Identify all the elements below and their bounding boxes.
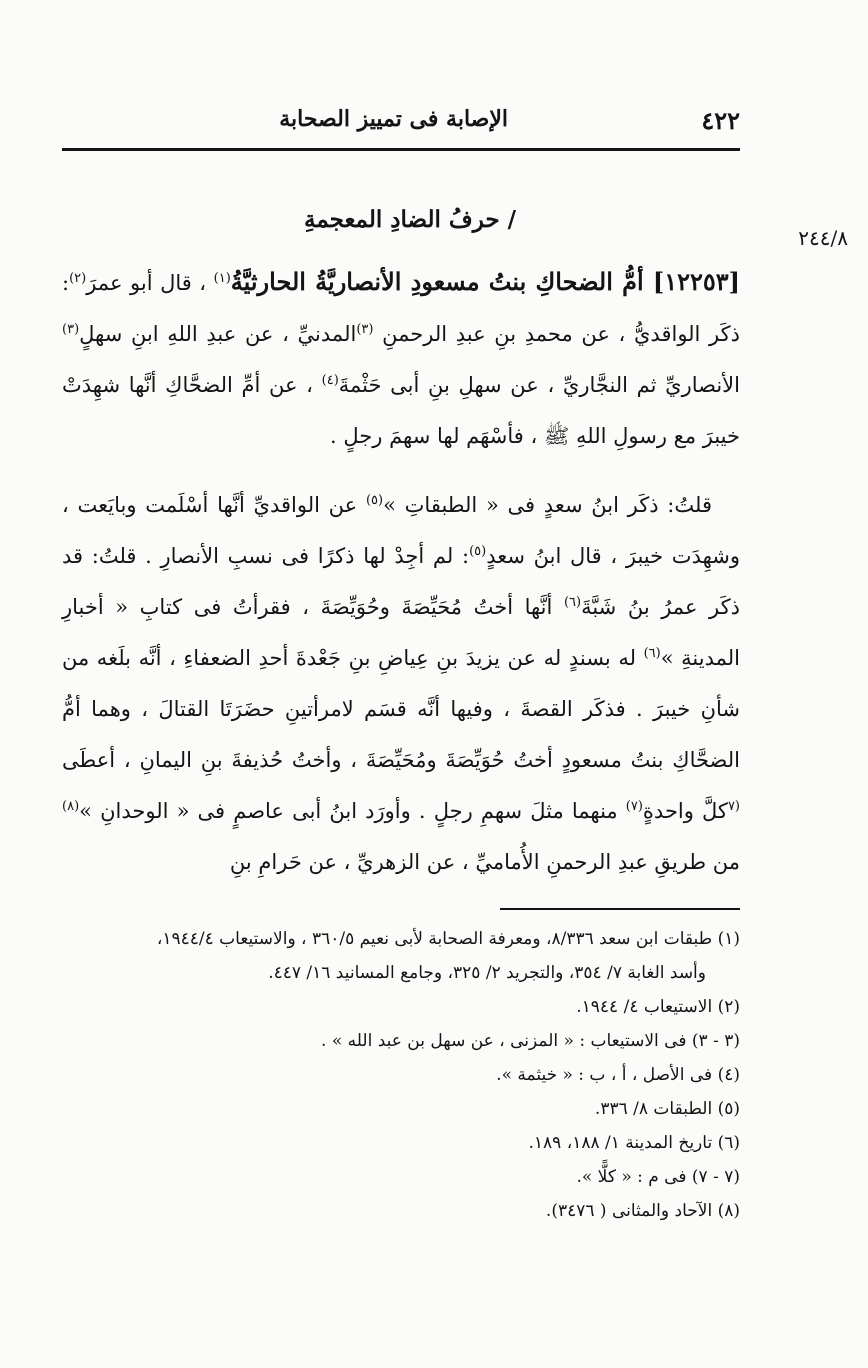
note-mark: (٥) [469,544,487,559]
section-heading: / حرفُ الضادِ المعجمةِ [303,206,517,233]
text-run: كلَّ واحدةٍ [642,799,728,823]
margin-reference: ٢٤٤/٨ [798,226,848,250]
note-mark: (٦) [643,646,661,661]
text-run: ، عن أمِّ الضحَّاكِ أنَّها شهِدَتْ خيبرَ مع رسولِ اللهِ ﷺ ، فأسْهَم لها سهمَ رجلٍ . [62,373,740,448]
footnote-3: (٣ - ٣) فى الاستيعاب : « المزنى ، عن سهل بن عبد الله » . [321,1031,740,1051]
footnote-1: (١) طبقات ابن سعد ٨/٣٣٦، ومعرفة الصحابة لأبى نعيم ٣٦٠/٥ ، والاستيعاب ١٩٤٤/٤، [156,929,740,949]
text-run: أنَّها أختُ مُحَيِّصَةَ وحُوَيِّصَةَ ، فقرأتُ فى كتابِ « أخبارِ المدينةِ » [62,595,740,670]
note-mark: (٣) [356,322,374,337]
running-title: الإصابة فى تمييز الصحابة [279,106,508,132]
text-run: منهما مثلَ سهمِ رجلٍ . وأورَد ابنُ أبى عاصمٍ فى « الوحدانِ » [79,799,618,823]
text-run: : ذكَر الواقديُّ ، عن محمدِ بنِ عبدِ الرحمنِ [62,271,740,346]
footnote-2: (٢) الاستيعاب ٤/ ١٩٤٤. [576,997,740,1017]
note-mark: (٣) [62,322,80,337]
footnote-rule [500,908,740,910]
text-run: المدنيِّ ، عن عبدِ اللهِ ابنِ سهلٍ [79,322,357,346]
footnote-4: (٤) فى الأصل ، أ ، ب : « خيثمة ». [496,1065,740,1085]
text-run: من طريقِ عبدِ الرحمنِ الأُماميِّ ، عن الزهريِّ ، عن حَرامِ بنِ [229,850,740,874]
note-mark: (٨) [62,799,80,814]
footnote-5: (٥) الطبقات ٨/ ٣٣٦. [594,1099,740,1119]
text-run: الأنصاريِّ ثم النجَّاريِّ ، عن سهلِ بنِ أبى حَثْمةَ [338,373,740,397]
note-mark: (٤) [321,373,339,388]
page-header [62,102,740,142]
text-run: ، قال أبو عمرَ [86,271,207,295]
note-mark: (٧ [727,799,740,814]
footnotes [62,922,740,1228]
main-text [62,256,740,888]
footnote-1-continued: وأسد الغابة ٧/ ٣٥٤، والتجريد ٢/ ٣٢٥، وجامع المسانيد ١٦/ ٤٤٧. [268,963,706,983]
note-mark: (٢) [69,271,87,286]
footnote-7: (٧ - ٧) فى م : « كلًّا ». [576,1167,740,1187]
text-run: عن الواقديِّ أنَّها أسْلَمت وبايَعت ، وشهِدَت خيبرَ ، قال ابنُ سعدٍ [62,493,741,568]
paragraph-commentary [62,480,740,888]
footnote-6: (٦) تاريخ المدينة ١/ ١٨٨، ١٨٩. [528,1133,740,1153]
note-mark: (١) [213,271,231,286]
note-mark: (٦) [563,595,582,610]
page-number: ٤٢٢ [701,106,740,135]
header-rule [62,148,740,151]
text-run: له بسندٍ له عن يزيدَ بنِ عِياضِ بنِ جَعْدةَ أحدِ الضعفاءِ ، أنَّه بلَغه من شأنِ خيبرَ . فذكَر القصةَ ، وفيها أنَّه قسَم لامرأتينِ حضَرَتَا القتالَ ، وهما أمُّ الضحَّاكِ بنتُ مسعودٍ أختُ حُوَيِّصَةَ ومُحَيِّصَةَ ، وأختُ حُذيفةَ بنِ اليمانِ ، أعطَى [62,646,740,772]
footnote-8: (٨) الآحاد والمثانى ( ٣٤٧٦). [545,1201,740,1221]
paragraph-entry [62,256,740,462]
entry-heading: [١٢٢٥٣] أمُّ الضحاكِ بنتُ مسعودِ الأنصاريَّةُ الحارثيَّةُ [230,267,740,296]
note-mark: (٥) [365,493,384,508]
text-run: : لم أجِدْ لها ذكرًا فى نسبِ الأنصارِ . قلتُ: قد ذكَر عمرُ بنُ شَبَّةَ [62,544,740,619]
note-mark: (٧) [625,799,643,814]
text-run: قلتُ: ذكَر ابنُ سعدٍ فى « الطبقاتِ » [383,493,712,517]
